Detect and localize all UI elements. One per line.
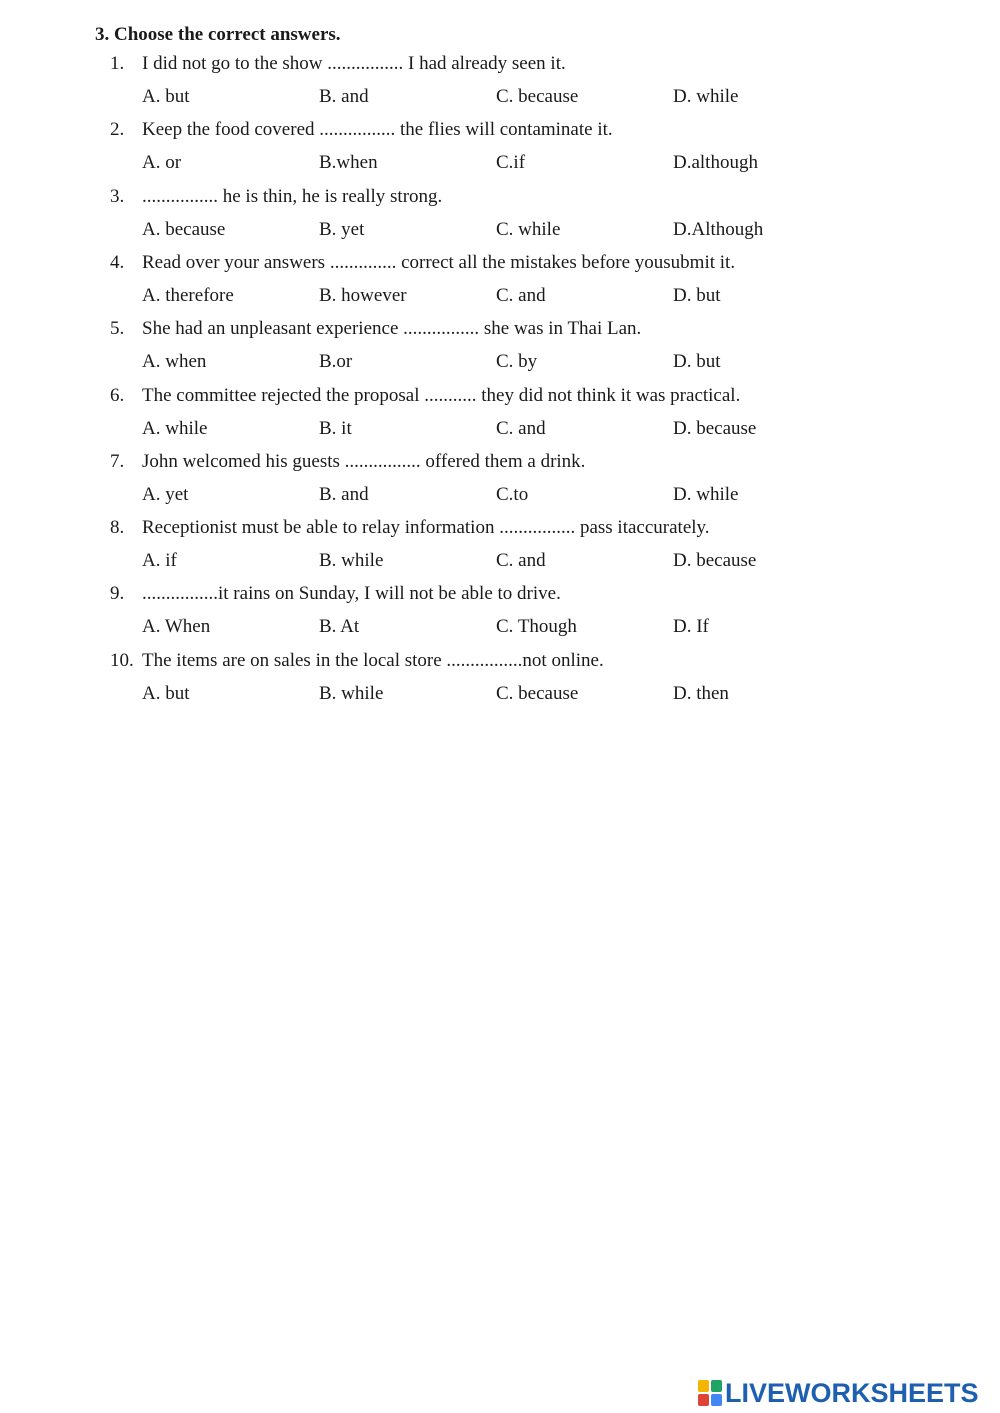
option-c[interactable]: C. because: [496, 86, 579, 107]
option-a[interactable]: A. When: [142, 616, 211, 637]
question-text: She had an unpleasant experience ................ she was in Thai Lan.: [142, 318, 642, 339]
option-b[interactable]: B. it: [319, 418, 352, 439]
question-number: 1.: [110, 53, 125, 74]
option-c[interactable]: C. and: [496, 285, 546, 306]
option-b[interactable]: B. yet: [319, 219, 365, 240]
question-number: 4.: [110, 252, 125, 273]
option-a[interactable]: A. if: [142, 550, 177, 571]
question-item: [0, 186, 1000, 252]
option-d[interactable]: D.Although: [673, 219, 764, 240]
question-text: John welcomed his guests ................ offered them a drink.: [142, 451, 586, 472]
option-a[interactable]: A. but: [142, 86, 190, 107]
option-b[interactable]: B. At: [319, 616, 360, 637]
question-item: [0, 119, 1000, 185]
option-a[interactable]: A. therefore: [142, 285, 234, 306]
question-text: The items are on sales in the local store ................not online.: [142, 650, 604, 671]
option-b[interactable]: B. however: [319, 285, 407, 306]
option-c[interactable]: C.to: [496, 484, 529, 505]
question-item: [0, 385, 1000, 451]
option-d[interactable]: D. then: [673, 683, 729, 704]
option-d[interactable]: D. because: [673, 418, 757, 439]
question-number: 6.: [110, 385, 125, 406]
logo-square-1: [698, 1380, 709, 1392]
question-number: 7.: [110, 451, 125, 472]
question-item: [0, 451, 1000, 517]
option-d[interactable]: D. but: [673, 285, 721, 306]
question-item: [0, 583, 1000, 649]
question-text: I did not go to the show ................ I had already seen it.: [142, 53, 566, 74]
logo-square-3: [698, 1394, 709, 1406]
option-a[interactable]: A. when: [142, 351, 207, 372]
logo-square-2: [711, 1380, 722, 1392]
option-a[interactable]: A. because: [142, 219, 226, 240]
question-text: ................it rains on Sunday, I will not be able to drive.: [142, 583, 561, 604]
option-b[interactable]: B. and: [319, 484, 369, 505]
option-a[interactable]: A. while: [142, 418, 208, 439]
option-c[interactable]: C. while: [496, 219, 561, 240]
option-c[interactable]: C. by: [496, 351, 538, 372]
option-d[interactable]: D. while: [673, 86, 739, 107]
question-number: 5.: [110, 318, 125, 339]
option-a[interactable]: A. yet: [142, 484, 189, 505]
option-c[interactable]: C. and: [496, 550, 546, 571]
logo-text: LIVEWORKSHEETS: [725, 1378, 979, 1408]
question-item: [0, 252, 1000, 318]
question-item: [0, 318, 1000, 384]
option-b[interactable]: B. and: [319, 86, 369, 107]
option-b[interactable]: B. while: [319, 550, 384, 571]
liveworksheets-logo[interactable]: [698, 1378, 979, 1408]
option-d[interactable]: D.although: [673, 152, 758, 173]
option-b[interactable]: B.or: [319, 351, 353, 372]
question-number: 8.: [110, 517, 125, 538]
question-item: [0, 517, 1000, 583]
option-c[interactable]: C. and: [496, 418, 546, 439]
option-a[interactable]: A. or: [142, 152, 182, 173]
question-item: [0, 53, 1000, 119]
option-a[interactable]: A. but: [142, 683, 190, 704]
question-text: Read over your answers .............. correct all the mistakes before yousubmit it.: [142, 252, 736, 273]
question-number: 3.: [110, 186, 125, 207]
question-number: 9.: [110, 583, 125, 604]
liveworksheets-logo-icon: [698, 1380, 722, 1406]
option-d[interactable]: D. while: [673, 484, 739, 505]
option-b[interactable]: B. while: [319, 683, 384, 704]
question-number: 10.: [110, 650, 134, 671]
question-text: ................ he is thin, he is really strong.: [142, 186, 443, 207]
option-b[interactable]: B.when: [319, 152, 378, 173]
question-number: 2.: [110, 119, 125, 140]
option-d[interactable]: D. but: [673, 351, 721, 372]
question-text: Receptionist must be able to relay information ................ pass itaccurately.: [142, 517, 710, 538]
option-d[interactable]: D. If: [673, 616, 709, 637]
option-d[interactable]: D. because: [673, 550, 757, 571]
logo-square-4: [711, 1394, 722, 1406]
question-item: [0, 650, 1000, 716]
option-c[interactable]: C. Though: [496, 616, 577, 637]
exercise-heading: 3. Choose the correct answers.: [95, 24, 341, 45]
option-c[interactable]: C. because: [496, 683, 579, 704]
question-text: Keep the food covered ................ the flies will contaminate it.: [142, 119, 613, 140]
question-text: The committee rejected the proposal ........... they did not think it was practical.: [142, 385, 741, 406]
option-c[interactable]: C.if: [496, 152, 526, 173]
